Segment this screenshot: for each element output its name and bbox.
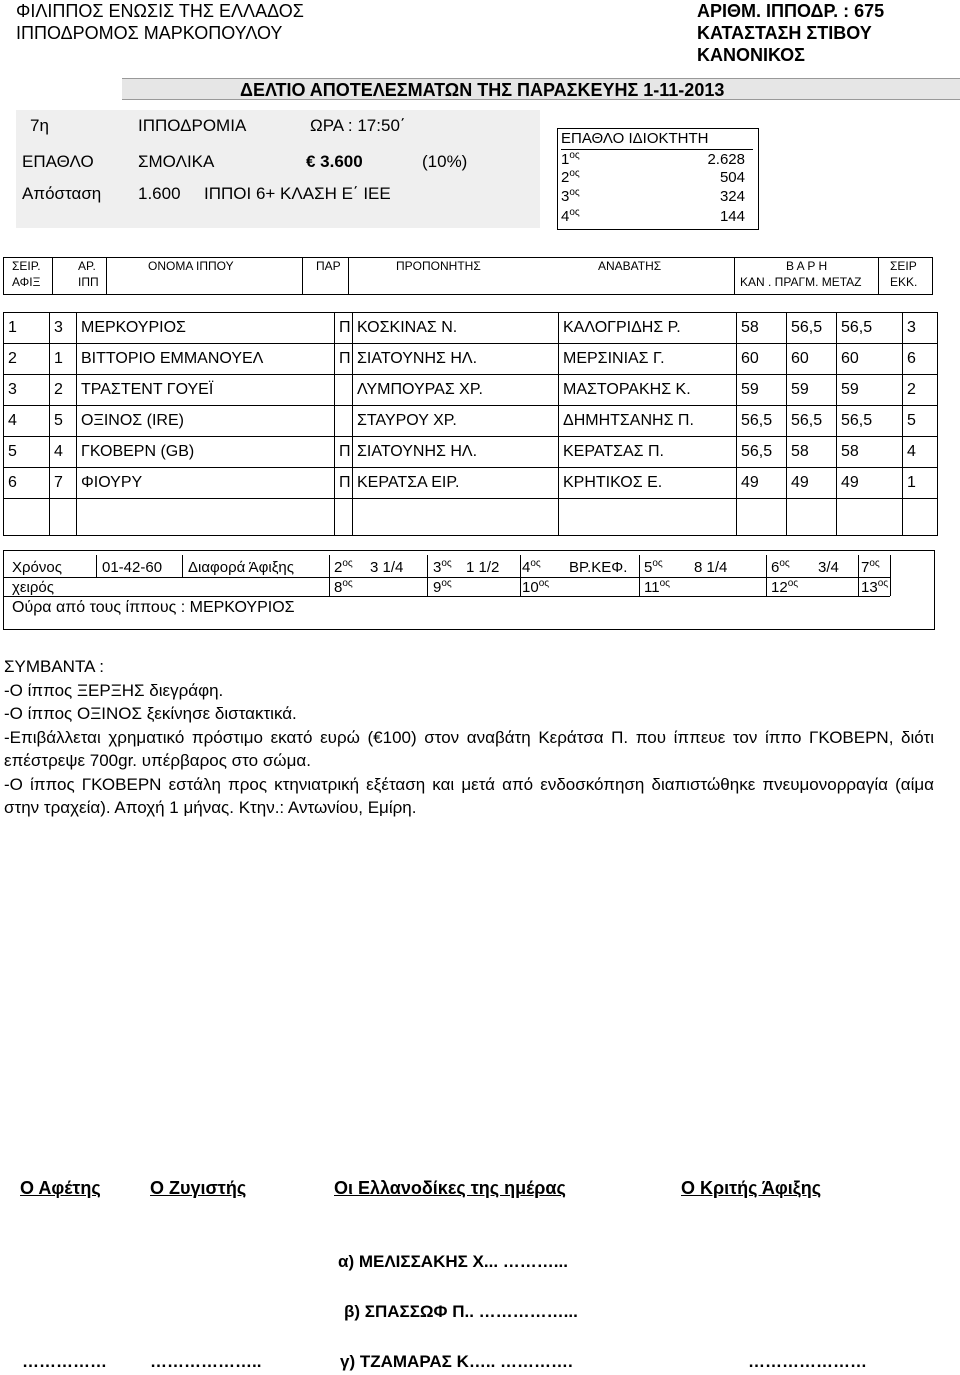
cell-jockey: ΜΑΣΤΟΡΑΚΗΣ Κ. (558, 375, 736, 405)
prize-amount: 504 (719, 169, 745, 186)
cell-trainer: ΣΙΑΤΟΥΝΗΣ ΗΛ. (352, 437, 558, 467)
cell-horse-name: ΓΚΟΒΕΡΝ (GB) (76, 437, 334, 467)
cell-par: Π (334, 313, 352, 343)
cell-jockey: ΚΑΛΟΓΡΙΔΗΣ Ρ. (558, 313, 736, 343)
cell-weight-pragm: 56,5 (786, 313, 836, 343)
race-time: ΩΡΑ : 17:50΄ (310, 116, 406, 135)
prize-amount: 144 (719, 208, 745, 225)
cell-horse-number (49, 499, 76, 535)
col-position-sub: ΑΦΙΞ (12, 275, 41, 289)
bulletin-title-bar (122, 78, 960, 100)
cell-weight-kan (736, 499, 786, 535)
cell-horse-number: 7 (49, 468, 76, 498)
table-row-empty (4, 499, 937, 535)
cell-position: 1 (8, 319, 17, 336)
col-jockey: ΑΝΑΒΑΤΗΣ (598, 259, 662, 273)
prize-row (561, 168, 753, 187)
cell-weight-metaz: 60 (836, 344, 902, 374)
cell-weight-metaz: 58 (836, 437, 902, 467)
cell-weight-pragm: 59 (786, 375, 836, 405)
bulletin-title: ΔΕΛΤΙΟ ΑΠΟΤΕΛΕΣΜΑΤΩΝ ΤΗΣ ΠΑΡΑΣΚΕΥΗΣ 1-11-2013 (240, 80, 725, 100)
margin-2-place: $2^{o\varsigma}$ (334, 558, 353, 576)
cell-weight-kan: 58 (736, 313, 786, 343)
cell-draw: 4 (902, 437, 937, 467)
table-row (4, 406, 937, 437)
margin-4-place: $4^{o\varsigma}$ (522, 558, 541, 576)
cell-weight-metaz: 56,5 (836, 406, 902, 436)
cell-draw (902, 499, 937, 535)
cell-position: 5 (8, 443, 17, 460)
cell-jockey: ΜΕΡΣΙΝΙΑΣ Γ. (558, 344, 736, 374)
incident-item: -Ο ίππος ΓΚΟΒΕΡΝ εστάλη προς κτηνιατρική εξέταση και μετά από ενδοσκόπηση διαπιστώθηκε πνευμονορραγία (αίμα στην τραχεία). Αποχή 1 μήνας. Κτην.: Αντωνίου, Εμίρη. (4, 774, 934, 817)
stewards-signature-label: Οι Ελλανοδίκες της ημέρας (334, 1178, 566, 1198)
cell-horse-number: 3 (49, 313, 76, 343)
prize-row (561, 207, 753, 226)
distance-value: 1.600 (138, 184, 181, 203)
cell-par (334, 375, 352, 405)
margin-5-place: $5^{o\varsigma}$ (644, 558, 663, 576)
prize-amount: 2.628 (707, 151, 745, 168)
cell-weight-kan: 56,5 (736, 437, 786, 467)
cell-horse-name: ΟΞΙΝΟΣ (IRE) (76, 406, 334, 436)
owner-prize-box (557, 128, 759, 230)
cell-horse-number: 1 (49, 344, 76, 374)
cell-position: 4 (8, 412, 17, 429)
incident-item: -Επιβάλλεται χρηματικό πρόστιμο εκατό ευρώ (€100) στον αναβάτη Κεράτσα Π. που ίππευε τον ίππο ΓΚΟΒΕΡΝ, διότι επέστρεψε 700gr. υπέρβαρος στο σώμα. (4, 727, 934, 770)
event-name: ΣΜΟΛΙΚΑ (138, 152, 215, 171)
cell-weight-kan: 56,5 (736, 406, 786, 436)
cell-position (4, 499, 49, 535)
time-label: Χρόνος (12, 559, 62, 576)
prize-place: $1^{o\varsigma}$ (561, 150, 580, 168)
last-horse-label: Ούρα από τους ίππους : ΜΕΡΚΟΥΡΙΟΣ (12, 599, 295, 616)
cell-weight-pragm: 60 (786, 344, 836, 374)
race-conditions: ΙΠΠΟΙ 6+ ΚΛΑΣΗ Ε΄ ΙΕΕ (204, 184, 391, 203)
table-row (4, 375, 937, 406)
margin-6-place: $6^{o\varsigma}$ (771, 558, 790, 576)
org-header (16, 0, 304, 44)
table-row (4, 344, 937, 375)
event-label: ΕΠΑΘΛΟ (22, 152, 94, 171)
cell-jockey: ΚΡΗΤΙΚΟΣ Ε. (558, 468, 736, 498)
col-trainer: ΠΡΟΠΟΝΗΤΗΣ (396, 259, 481, 273)
starter-signature-label: Ο Αφέτης (20, 1178, 101, 1198)
cell-position: 3 (8, 381, 17, 398)
cell-draw: 1 (902, 468, 937, 498)
cell-horse-name: ΒΙΤΤΟΡΙΟ ΕΜΜΑΝΟΥΕΛ (76, 344, 334, 374)
prize-row (561, 149, 753, 169)
purse-percent: (10%) (422, 152, 468, 171)
margin-6: 3/4 (818, 559, 839, 576)
col-horse-number-sub: ΙΠΠ (78, 275, 99, 289)
cell-par (334, 406, 352, 436)
cell-weight-metaz: 56,5 (836, 313, 902, 343)
col-horse-number: ΑΡ. (78, 259, 96, 273)
judge-signature-label: Ο Κριτής Άφιξης (681, 1178, 822, 1198)
steward-c: γ) ΤΖΑΜΑΡΑΣ Κ….. …………. (340, 1352, 573, 1371)
steward-a: α) ΜΕΛΙΣΣΑΚΗΣ Χ... ………... (338, 1252, 568, 1271)
col-draw: ΣΕΙΡ (890, 259, 917, 273)
cell-horse-name: ΤΡΑΣΤΕΝΤ ΓΟΥΕΪ (76, 375, 334, 405)
prize-amount: 324 (719, 188, 745, 205)
cell-horse-name: ΜΕΡΚΟΥΡΙΟΣ (76, 313, 334, 343)
margin-9-place: $9^{o\varsigma}$ (433, 578, 452, 596)
steward-b: β) ΣΠΑΣΣΩΦ Π.. ……………... (344, 1302, 578, 1321)
cell-par: Π (334, 344, 352, 374)
prize-place: $2^{o\varsigma}$ (561, 168, 580, 186)
margin-8-place: $8^{o\varsigma}$ (334, 578, 353, 596)
meeting-info (697, 0, 884, 66)
col-draw-sub: ΕΚΚ. (890, 275, 918, 289)
timing-box (3, 550, 935, 630)
prize-row (561, 187, 753, 206)
cell-jockey: ΔΗΜΗΤΣΑΝΗΣ Π. (558, 406, 736, 436)
table-row (4, 437, 937, 468)
col-par: ΠΑΡ (316, 259, 341, 273)
distance-label: Απόσταση (22, 184, 102, 203)
time-value: 01-42-60 (102, 559, 163, 576)
table-row (4, 313, 937, 344)
col-weights: Β Α Ρ Η (786, 259, 828, 273)
race-number: 7η (30, 116, 49, 135)
prize-place: $3^{o\varsigma}$ (561, 187, 580, 205)
racecourse-name: ΙΠΠΟΔΡΟΜΟΣ ΜΑΡΚΟΠΟΥΛΟΥ (16, 23, 283, 43)
cell-draw: 6 (902, 344, 937, 374)
margin-13-place: $13^{o\varsigma}$ (861, 578, 889, 596)
cell-trainer: ΛΥΜΠΟΥΡΑΣ ΧΡ. (352, 375, 558, 405)
results-table (3, 312, 938, 536)
table-row (4, 468, 937, 499)
cell-weight-pragm: 49 (786, 468, 836, 498)
cell-jockey: ΚΕΡΑΤΣΑΣ Π. (558, 437, 736, 467)
cell-weight-kan: 49 (736, 468, 786, 498)
margin-12-place: $12^{o\varsigma}$ (771, 578, 799, 596)
meeting-number: ΑΡΙΘΜ. ΙΠΠΟΔΡ. : 675 (697, 1, 885, 21)
incidents-title: ΣΥΜΒΑΝΤΑ : (4, 657, 104, 676)
incident-item: -Ο ίππος ΟΞΙΝΟΣ ξεκίνησε διστακτικά. (4, 704, 297, 723)
weigher-signature-label: Ο Ζυγιστής (150, 1178, 247, 1198)
margin-11-place: $11^{o\varsigma}$ (644, 578, 670, 596)
cell-draw: 3 (902, 313, 937, 343)
cell-weight-kan: 59 (736, 375, 786, 405)
track-condition-value: ΚΑΝΟΝΙΚΟΣ (697, 45, 805, 65)
hand-time-label: χειρός (12, 579, 54, 596)
margin-3-place: $3^{o\varsigma}$ (433, 558, 452, 576)
cell-horse-number: 2 (49, 375, 76, 405)
cell-weight-pragm (786, 499, 836, 535)
track-condition-label: ΚΑΤΑΣΤΑΣΗ ΣΤΙΒΟΥ (697, 23, 872, 43)
prize-place: $4^{o\varsigma}$ (561, 207, 580, 225)
cell-horse-name (76, 499, 334, 535)
cell-weight-metaz (836, 499, 902, 535)
race-info-box (16, 110, 540, 228)
judge-signature-dots: ………………… (748, 1352, 867, 1371)
cell-draw: 5 (902, 406, 937, 436)
cell-draw: 2 (902, 375, 937, 405)
cell-par: Π (334, 437, 352, 467)
margin-10-place: $10^{o\varsigma}$ (522, 578, 550, 596)
cell-trainer: ΣΙΑΤΟΥΝΗΣ ΗΛ. (352, 344, 558, 374)
cell-position: 6 (8, 474, 17, 491)
weigher-signature-dots: ……………….. (150, 1352, 262, 1371)
incidents-section (4, 655, 934, 820)
incident-item: -Ο ίππος ΞΕΡΞΗΣ διεγράφη. (4, 680, 224, 700)
cell-position: 2 (8, 350, 17, 367)
col-horse-name: ΟΝΟΜΑ ΙΠΠΟΥ (148, 259, 234, 273)
cell-trainer (352, 499, 558, 535)
margin-7-place: $7^{o\varsigma}$ (861, 558, 880, 576)
purse-amount: € 3.600 (306, 152, 363, 171)
cell-par: Π (334, 468, 352, 498)
race-word: ΙΠΠΟΔΡΟΜΙΑ (138, 116, 247, 135)
cell-horse-name: ΦΙΟΥΡΥ (76, 468, 334, 498)
cell-weight-metaz: 49 (836, 468, 902, 498)
cell-trainer: ΣΤΑΥΡΟΥ ΧΡ. (352, 406, 558, 436)
cell-par (334, 499, 352, 535)
margin-2: 3 1/4 (370, 559, 404, 576)
margin-4: ΒΡ.ΚΕΦ. (569, 559, 628, 576)
margin-label: Διαφορά Άφιξης (188, 559, 294, 576)
cell-horse-number: 4 (49, 437, 76, 467)
starter-signature-dots: …………… (22, 1352, 107, 1371)
federation-name: ΦΙΛΙΠΠΟΣ ΕΝΩΣΙΣ ΤΗΣ ΕΛΛΑΔΟΣ (16, 1, 304, 21)
results-column-header (3, 257, 933, 295)
cell-trainer: ΚΕΡΑΤΣΑ ΕΙΡ. (352, 468, 558, 498)
cell-weight-kan: 60 (736, 344, 786, 374)
cell-trainer: ΚΟΣΚΙΝΑΣ Ν. (352, 313, 558, 343)
margin-3: 1 1/2 (466, 559, 500, 576)
col-position: ΣΕΙΡ. (12, 259, 41, 273)
cell-horse-number: 5 (49, 406, 76, 436)
cell-weight-pragm: 58 (786, 437, 836, 467)
cell-weight-pragm: 56,5 (786, 406, 836, 436)
cell-jockey (558, 499, 736, 535)
margin-5: 8 1/4 (694, 559, 728, 576)
col-weights-sub: ΚΑΝ . ΠΡΑΓΜ. ΜΕΤΑΖ (740, 275, 862, 289)
cell-weight-metaz: 59 (836, 375, 902, 405)
owner-prize-title: ΕΠΑΘΛΟ ΙΔΙΟΚΤΗΤΗ (561, 130, 709, 147)
